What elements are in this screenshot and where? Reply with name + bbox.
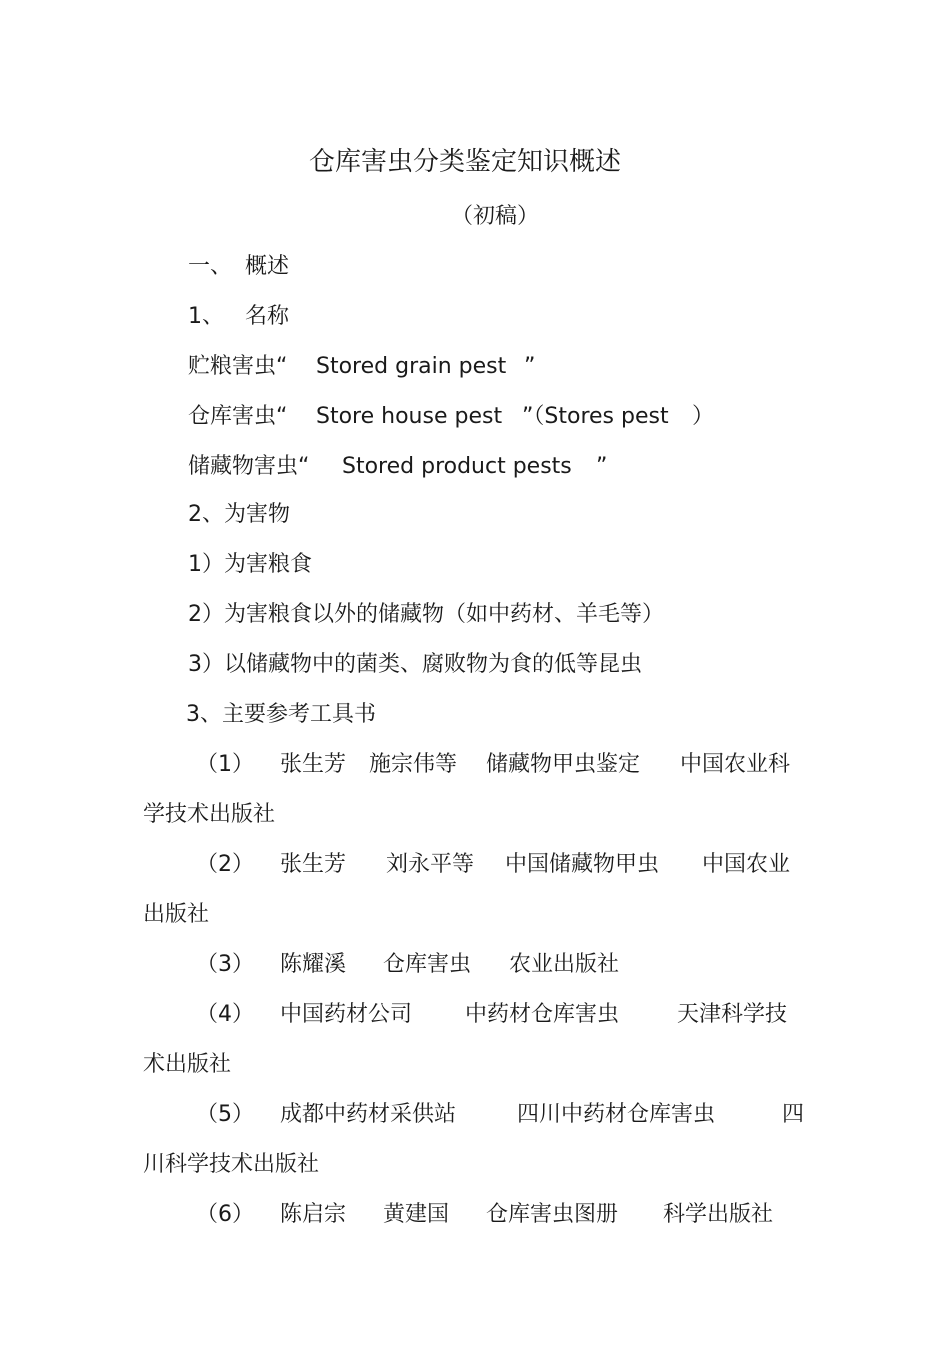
name-en: Stored grain pest [316,354,507,379]
reference-publisher: 中国农业科 [680,752,791,777]
name-cn: 贮粮害虫“ [188,354,288,379]
name-en: Stored product pests [342,454,572,479]
reference-author: 刘永平等 [386,852,475,877]
reference-author: 中国药材公司 [280,1002,413,1027]
name-extra: ） [692,404,715,429]
document-title: 仓库害虫分类鉴定知识概述 [308,147,621,177]
reference-number: （5） [196,1102,254,1127]
reference-title: 四川中药材仓库害虫 [517,1102,716,1127]
name-close: ” [524,354,536,379]
reference-number: （4） [196,1002,254,1027]
reference-title: 仓库害虫 [383,952,472,977]
name-en: Store house pest [316,404,503,429]
reference-publisher: 中国农业 [702,852,791,877]
reference-author: 张生芳 [280,852,347,877]
reference-author: 施宗伟等 [369,752,458,777]
item-heading-2: 2、为害物 [188,502,290,527]
document-subtitle: （初稿） [450,204,539,229]
reference-continuation: 出版社 [143,902,210,927]
reference-author: 张生芳 [280,752,347,777]
harm-item: 3）以储藏物中的菌类、腐败物为食的低等昆虫 [188,652,642,677]
reference-title: 储藏物甲虫鉴定 [486,752,641,777]
harm-item: 2）为害粮食以外的储藏物（如中药材、羊毛等） [188,602,664,627]
reference-title: 中药材仓库害虫 [465,1002,620,1027]
reference-continuation: 学技术出版社 [143,802,276,827]
name-close: ”（Stores pest [522,404,669,429]
section-number: 一、 [188,254,233,279]
harm-item: 1）为害粮食 [188,552,312,577]
reference-continuation: 术出版社 [143,1052,232,1077]
reference-author: 陈启宗 [280,1202,347,1227]
reference-number: （2） [196,852,254,877]
name-cn: 储藏物害虫“ [188,454,310,479]
item-heading-3: 3、主要参考工具书 [186,702,376,727]
reference-publisher: 天津科学技 [677,1002,788,1027]
reference-number: （1） [196,752,254,777]
reference-publisher: 四 [782,1102,805,1127]
name-cn: 仓库害虫“ [188,404,288,429]
reference-title: 中国储藏物甲虫 [505,852,660,877]
section-label: 概述 [245,254,290,279]
item-number: 1、 [188,304,224,329]
reference-author: 成都中药材采供站 [280,1102,457,1127]
reference-author: 陈耀溪 [280,952,347,977]
reference-continuation: 川科学技术出版社 [143,1152,320,1177]
reference-number: （6） [196,1202,254,1227]
reference-title: 仓库害虫图册 [486,1202,619,1227]
reference-author: 黄建国 [383,1202,450,1227]
item-label: 名称 [245,304,290,329]
reference-publisher: 农业出版社 [509,952,620,977]
name-close: ” [596,454,608,479]
reference-number: （3） [196,952,254,977]
reference-publisher: 科学出版社 [663,1202,774,1227]
